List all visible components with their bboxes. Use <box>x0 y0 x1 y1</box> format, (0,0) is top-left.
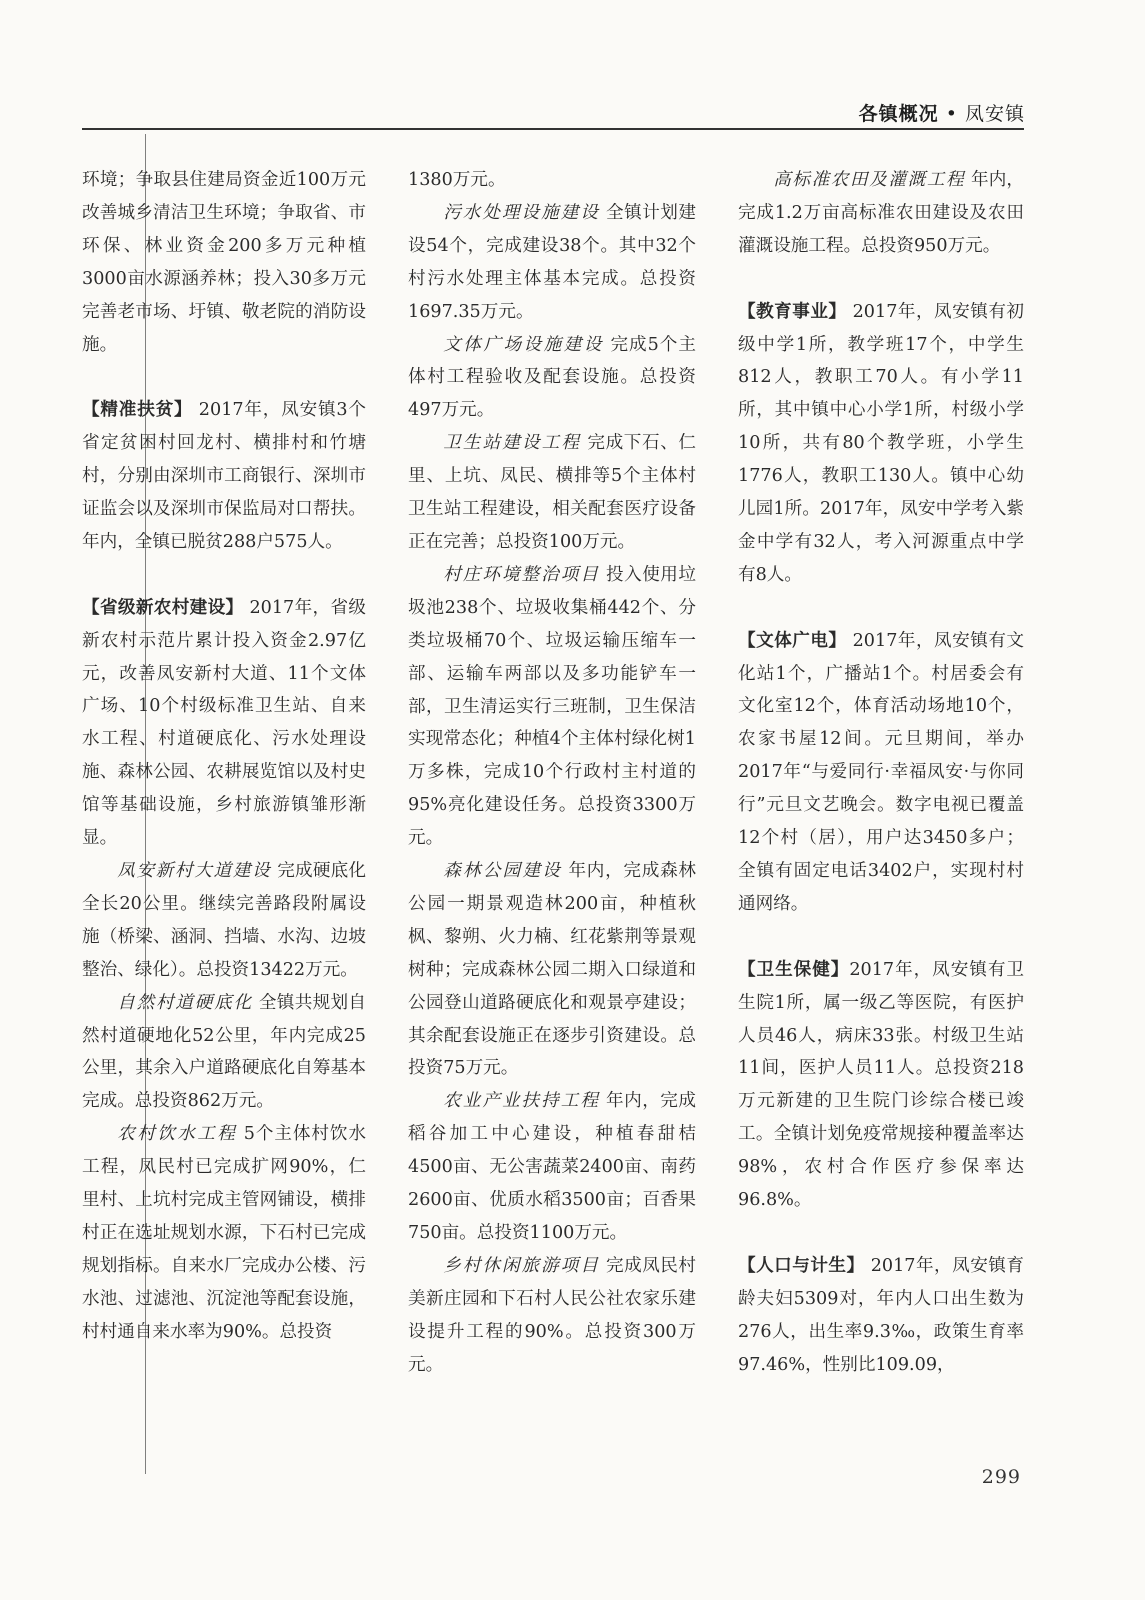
lead-in: 村庄环境整治项目 <box>443 564 600 585</box>
column-2 <box>408 164 696 1382</box>
paragraph <box>408 427 696 559</box>
lead-in: 农村饮水工程 <box>117 1124 238 1145</box>
running-header <box>859 99 1025 126</box>
paragraph-body: 全镇计划建设54个，完成建设38个。其中32个村污水处理主体基本完成。总投资1697.35万元。 <box>408 202 696 322</box>
paragraph <box>82 987 366 1119</box>
paragraph <box>408 1250 696 1382</box>
paragraph <box>738 164 1024 263</box>
section-heading: 【省级新农村建设】 <box>82 597 244 618</box>
paragraph <box>408 855 696 1085</box>
lead-in: 卫生站建设工程 <box>443 433 582 454</box>
lead-in: 高标准农田及灌溉工程 <box>773 170 966 190</box>
lead-in: 森林公园建设 <box>443 861 563 882</box>
paragraph: 环境；争取县住建局资金近100万元改善城乡清洁卫生环境；争取省、市环保、林业资金200多万元种植3000亩水源涵养林；投入30多万元完善老市场、圩镇、敬老院的消防设施。 <box>82 170 366 355</box>
paragraph-body: 全镇共规划自然村道硬地化52公里，年内完成25公里，其余入户道路硬底化自筹基本完成。总投资862万元。 <box>82 992 366 1112</box>
paragraph-body: 完成下石、仁里、上坑、凤民、横排等5个主体村卫生站工程建设，相关配套医疗设备正在完善；总投资100万元。 <box>408 433 696 552</box>
section-culture-broadcast <box>738 625 1024 921</box>
lead-in: 农业产业扶持工程 <box>443 1091 600 1112</box>
section-heading: 【文体广电】 <box>738 630 847 651</box>
paragraph <box>408 197 696 329</box>
header-sub: 凤安镇 <box>964 103 1025 125</box>
paragraph-body: 年内，完成稻谷加工中心建设，种植春甜桔4500亩、无公害蔬菜2400亩、南药2600亩、优质水稻3500亩；百香果750亩。总投资1100万元。 <box>408 1091 696 1243</box>
section-body: 2017年，凤安镇有文化站1个，广播站1个。村居委会有文化室12个，体育活动场地10个，农家书屋12间。元旦期间，举办2017年“与爱同行·幸福凤安·与你同行”元旦文艺晚会。数字电视已覆盖12个村（居），用户达3450多户；全镇有固定电话3402户，实现村村通网络。 <box>738 630 1024 914</box>
paragraph-body: 完成硬底化全长20公里。继续完善路段附属设施（桥梁、涵洞、挡墙、水沟、边坡整治、绿化）。总投资13422万元。 <box>82 861 366 980</box>
section-education <box>738 296 1024 592</box>
section-heading: 【教育事业】 <box>738 301 847 322</box>
header-separator: • <box>938 103 965 125</box>
section-body: 2017年，省级新农村示范片累计投入资金2.97亿元，改善凤安新村大道、11个文体广场、10个村级标准卫生站、自来水工程、村道硬底化、污水处理设施、森林公园、农耕展览馆以及村史馆等基础设施，乡村旅游镇雏形渐显。 <box>82 597 366 849</box>
section-body: 2017年，凤安镇育龄夫妇5309对，年内人口出生数为276人，出生率9.3‰，政策生育率97.46%，性别比109.09， <box>738 1255 1024 1375</box>
section-body: 2017年，凤安镇3个省定贫困村回龙村、横排村和竹塘村，分别由深圳市工商银行、深圳市证监会以及深圳市保监局对口帮扶。年内，全镇已脱贫288户575人。 <box>82 400 366 552</box>
section-heading: 【卫生保健】 <box>738 959 850 980</box>
section-heading: 【人口与计生】 <box>738 1255 865 1276</box>
header-main: 各镇概况 <box>858 103 939 125</box>
column-1 <box>82 164 366 1349</box>
paragraph <box>408 559 696 855</box>
paragraph-body: 5个主体村饮水工程，凤民村已完成扩网90%，仁里村、上坑村完成主管网铺设，横排村正在选址规划水源，下石村已完成规划指标。自来水厂完成办公楼、污水池、过滤池、沉淀池等配套设施，村村通自来水率为90%。总投资 <box>82 1124 366 1342</box>
paragraph-body: 投入使用垃圾池238个、垃圾收集桶442个、分类垃圾桶70个、垃圾运输压缩车一部、运输车两部以及多功能铲车一部，卫生清运实行三班制，卫生保洁实现常态化；种植4个主体村绿化树1万多株，完成10个行政村主村道的95%亮化建设任务。总投资3300万元。 <box>408 564 696 849</box>
lead-in: 污水处理设施建设 <box>443 202 600 223</box>
section-population <box>738 1250 1024 1382</box>
section-heading: 【精准扶贫】 <box>82 400 193 421</box>
paragraph-body: 年内，完成森林公园一期景观造林200亩，种植秋枫、黎朔、火力楠、红花紫荆等景观树种；完成森林公园二期入口绿道和公园登山道路硬底化和观景亭建设；其余配套设施正在逐步引资建设。总投资75万元。 <box>408 861 696 1079</box>
header-rule <box>82 128 1024 130</box>
paragraph-body: 年内，完成1.2万亩高标准农田建设及农田灌溉设施工程。总投资950万元。 <box>738 170 1024 256</box>
paragraph-body: 完成5个主体村工程验收及配套设施。总投资497万元。 <box>408 334 696 421</box>
lead-in: 自然村道硬底化 <box>117 992 253 1013</box>
paragraph-body: 完成凤民村美新庄园和下石村人民公社农家乐建设提升工程的90%。总投资300万元。 <box>408 1255 696 1375</box>
section-health <box>738 954 1024 1217</box>
page-number: 299 <box>981 1466 1021 1488</box>
lead-in: 文体广场设施建设 <box>443 334 604 355</box>
paragraph: 1380万元。 <box>408 170 506 190</box>
paragraph <box>82 1118 366 1348</box>
lead-in: 凤安新村大道建设 <box>117 861 272 881</box>
section-body: 2017年，凤安镇有初级中学1所，教学班17个，中学生812人，教职工70人。有小学11所，其中镇中心小学1所，村级小学10所，共有80个教学班，小学生1776人，教职工130人。镇中心幼儿园1所。2017年，凤安中学考入紫金中学有32人，考入河源重点中学有8人。 <box>738 301 1024 585</box>
column-3 <box>738 164 1024 1381</box>
paragraph <box>408 329 696 428</box>
section-body: 2017年，凤安镇有卫生院1所，属一级乙等医院，有医护人员46人，病床33张。村级卫生站11间，医护人员11人。总投资218万元新建的卫生院门诊综合楼已竣工。全镇计划免疫常规接种覆盖率达98%，农村合作医疗参保率达96.8%。 <box>738 959 1024 1211</box>
paragraph <box>82 855 366 987</box>
section-precision-poverty <box>82 394 366 559</box>
section-new-village <box>82 592 366 855</box>
paragraph <box>408 1085 696 1250</box>
lead-in: 乡村休闲旅游项目 <box>443 1255 600 1276</box>
